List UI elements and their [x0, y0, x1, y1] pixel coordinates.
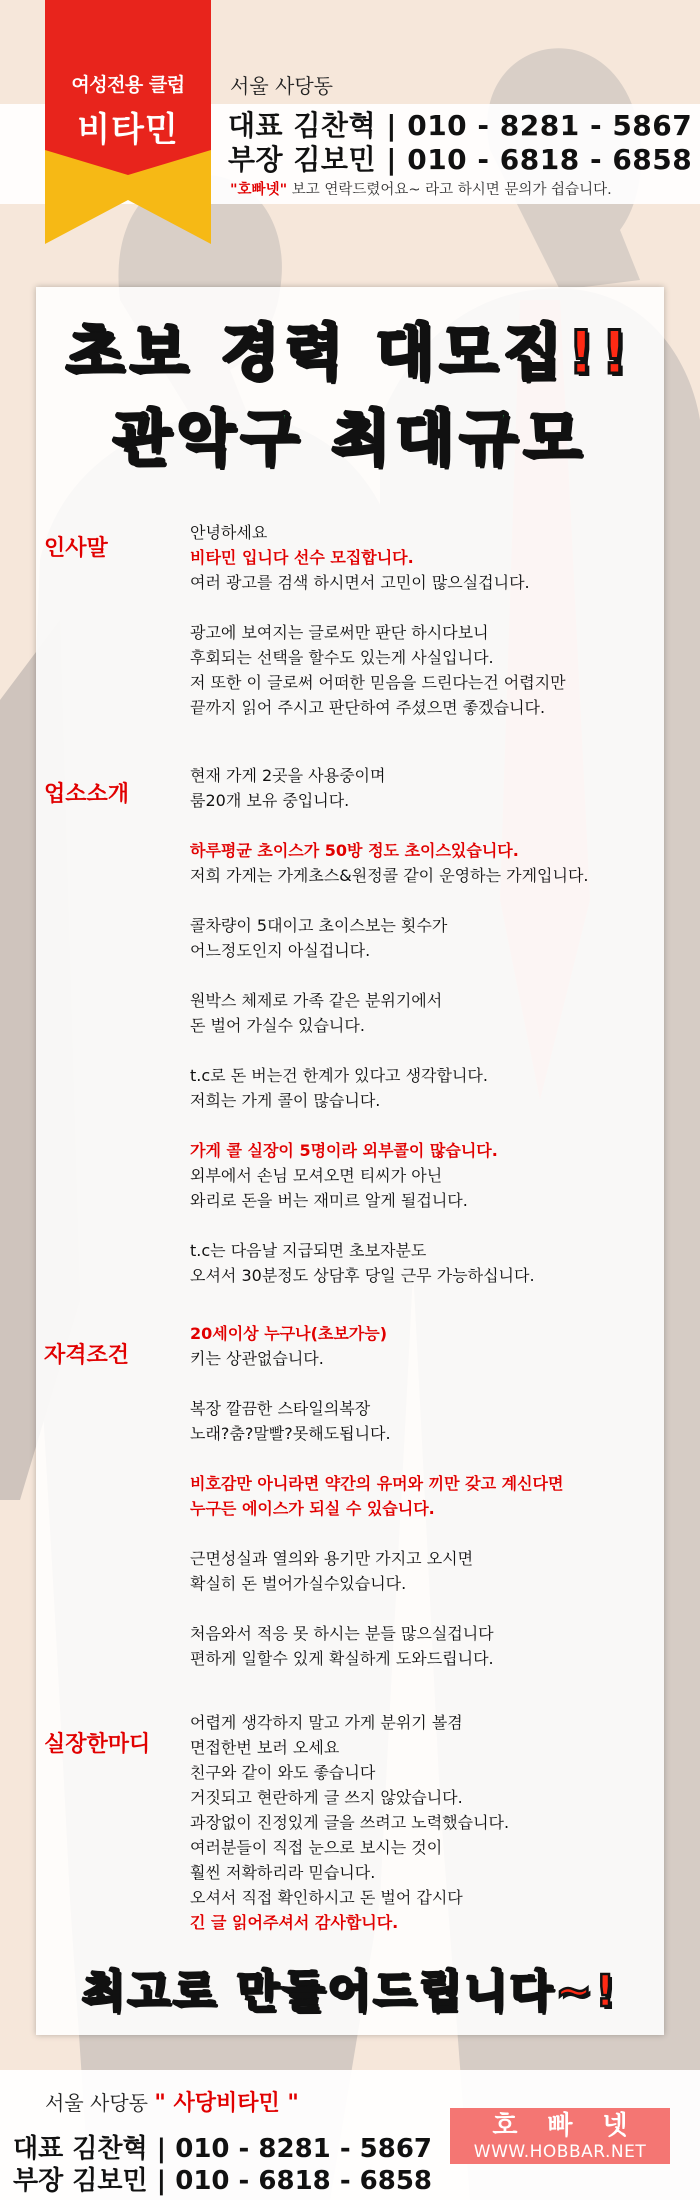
section-line: 어느정도인지 아실겁니다. — [190, 941, 371, 960]
section-line: 친구와 같이 와도 좋습니다 — [190, 1763, 376, 1782]
section-line: 저희는 가게 콜이 많습니다. — [190, 1091, 381, 1110]
header-note-text: 보고 연락드렸어요~ 라고 하시면 문의가 쉽습니다. — [287, 182, 612, 198]
section-line — [190, 1596, 660, 1621]
section-title-intro: 업소소개 — [44, 782, 130, 807]
club-ribbon-badge — [45, 0, 211, 244]
section-line: 콜차량이 5대이고 초이스보는 횟수가 — [190, 916, 448, 935]
section-line: 긴 글 읽어주셔서 감사합니다. — [190, 1913, 399, 1932]
section-line: 면접한번 보러 오세요 — [190, 1738, 340, 1757]
section-line — [190, 595, 660, 620]
section-line — [190, 1371, 660, 1396]
section-line: 훨씬 저확하리라 믿습니다. — [190, 1863, 376, 1882]
footer-brand: " 사당비타민 " — [154, 2091, 299, 2116]
section-line: 비호감만 아니라면 약간의 유머와 끼만 갖고 계신다면 — [190, 1474, 564, 1493]
footer-contact-manager: 부장 김보민 | 010 - 6818 - 6858 — [13, 2166, 433, 2196]
section-line: 저 또한 이 글로써 어떠한 믿음을 드린다는건 어렵지만 — [190, 673, 566, 692]
ribbon-title: 비타민 — [77, 110, 179, 150]
section-line: 여러분들이 직접 눈으로 보시는 것이 — [190, 1838, 443, 1857]
footer — [0, 2070, 700, 2200]
section-line: 저희 가게는 가게초스&원정콜 같이 운영하는 가게입니다. — [190, 866, 589, 885]
header-contact-ceo: 대표 김찬혁 | 010 - 8281 - 5867 — [228, 109, 693, 142]
footer-region-text: 서울 사당동 — [45, 2091, 148, 2115]
section-line: 끝까지 읽어 주시고 판단하여 주셨으면 좋겠습니다. — [190, 698, 546, 717]
footer-contact-ceo: 대표 김찬혁 | 010 - 8281 - 5867 — [13, 2134, 433, 2164]
section-line: 처음와서 적응 못 하시는 분들 많으실겁니다 — [190, 1624, 494, 1643]
hobbar-url: WWW.HOBBAR.NET — [473, 2142, 647, 2162]
section-intro — [190, 763, 660, 1288]
section-line: 돈 벌어 가실수 있습니다. — [190, 1016, 365, 1035]
section-line: 광고에 보여지는 글로써만 판단 하시다보니 — [190, 623, 489, 642]
hobbar-link-badge[interactable] — [450, 2108, 670, 2164]
section-line — [190, 963, 660, 988]
section-line: 오셔서 직접 확인하시고 돈 벌어 갑시다 — [190, 1888, 463, 1907]
section-manager-words — [190, 1710, 660, 1935]
section-line: 20세이상 누구나(초보가능) — [190, 1324, 388, 1343]
section-title-manager-words: 실장한마디 — [44, 1732, 151, 1757]
header-region: 서울 사당동 — [230, 74, 333, 98]
banner-recruit: 초보 경력 대모집!! — [65, 318, 635, 388]
section-line: 키는 상관없습니다. — [190, 1349, 324, 1368]
header-note — [230, 178, 612, 199]
section-line: 후회되는 선택을 할수도 있는게 사실입니다. — [190, 648, 494, 667]
header — [0, 0, 700, 258]
section-line — [190, 1113, 660, 1138]
section-line: 원박스 체제로 가족 같은 분위기에서 — [190, 991, 443, 1010]
ribbon-subtitle: 여성전용 클럽 — [71, 74, 185, 96]
section-title-greeting: 인사말 — [44, 536, 108, 561]
section-line — [190, 813, 660, 838]
section-line — [190, 1213, 660, 1238]
section-line — [190, 1446, 660, 1471]
section-line: 외부에서 손님 모셔오면 티씨가 아닌 — [190, 1166, 443, 1185]
section-line: t.c는 다음날 지급되면 초보자분도 — [190, 1241, 427, 1260]
section-greeting — [190, 520, 660, 720]
section-line: 과장없이 진정있게 글을 쓰려고 노력했습니다. — [190, 1813, 510, 1832]
section-requirements — [190, 1321, 660, 1671]
section-line: 하루평균 초이스가 50방 정도 초이스있습니다. — [190, 841, 519, 860]
section-line: 안녕하세요 — [190, 523, 268, 542]
section-line: 편하게 일할수 있게 확실하게 도와드립니다. — [190, 1649, 494, 1668]
section-line — [190, 888, 660, 913]
section-line: 룸20개 보유 중입니다. — [190, 791, 350, 810]
section-line: 비타민 입니다 선수 모집합니다. — [190, 548, 414, 567]
section-line: t.c로 돈 버는건 한계가 있다고 생각합니다. — [190, 1066, 488, 1085]
hobbar-word: 호빠넷 — [492, 2111, 658, 2141]
section-line: 확실히 돈 벌어가실수있습니다. — [190, 1574, 407, 1593]
section-line: 복장 깔끔한 스타일의복장 — [190, 1399, 371, 1418]
section-line: 누구든 에이스가 되실 수 있습니다. — [190, 1499, 435, 1518]
section-line: 거짓되고 현란하게 글 쓰지 않았습니다. — [190, 1788, 463, 1807]
section-line: 현재 가게 2곳을 사용중이며 — [190, 766, 386, 785]
header-note-highlight: "호빠넷" — [230, 182, 288, 198]
section-line — [190, 1521, 660, 1546]
section-line — [190, 1038, 660, 1063]
section-title-requirements: 자격조건 — [44, 1343, 130, 1368]
header-contact-manager: 부장 김보민 | 010 - 6818 - 6858 — [228, 143, 693, 176]
section-line: 오셔서 30분정도 상담후 당일 근무 가능하십니다. — [190, 1266, 535, 1285]
footer-region — [45, 2086, 299, 2117]
section-line: 어렵게 생각하지 말고 가게 분위기 볼겸 — [190, 1713, 463, 1732]
section-line: 근면성실과 열의와 용기만 가지고 오시면 — [190, 1549, 474, 1568]
section-line: 가게 콜 실장이 5명이라 외부콜이 많습니다. — [190, 1141, 498, 1160]
banner-largest: 관악구 최대규모 — [112, 404, 588, 474]
section-line: 와리로 돈을 버는 재미르 알게 될겁니다. — [190, 1191, 468, 1210]
recruitment-card — [36, 287, 664, 2035]
banner-closing: 최고로 만들어드립니다~! — [81, 1966, 619, 2017]
section-line: 노래?춤?말빨?못해도됩니다. — [190, 1424, 391, 1443]
section-line: 여러 광고를 검색 하시면서 고민이 많으실겁니다. — [190, 573, 530, 592]
